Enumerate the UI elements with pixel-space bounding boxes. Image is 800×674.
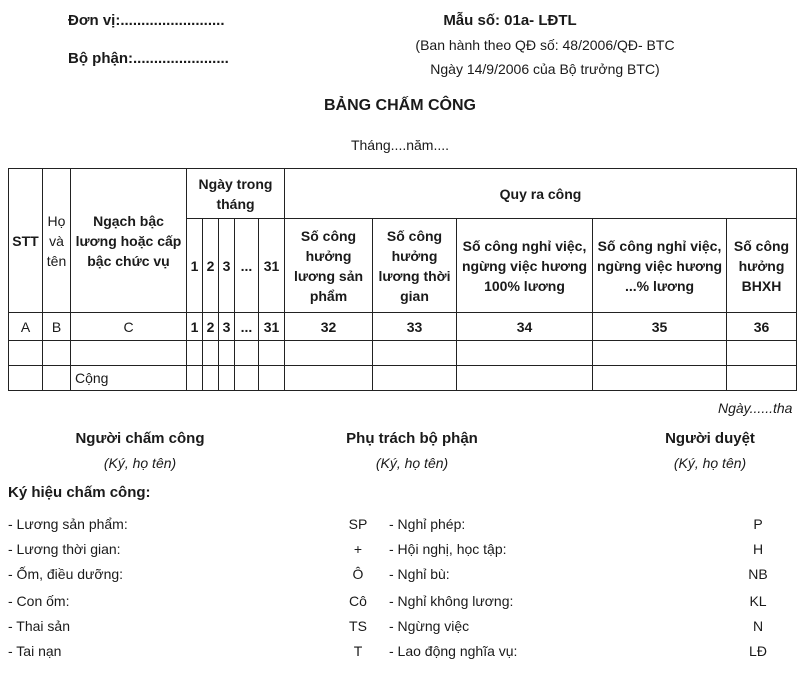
legend-code: H bbox=[752, 541, 764, 557]
total-row bbox=[9, 366, 797, 391]
legend-code: NB bbox=[748, 566, 768, 582]
form-code: Mẫu số: 01a- LĐTL bbox=[443, 12, 577, 29]
code-cell: B bbox=[43, 313, 71, 341]
legend-label: - Lương sản phẩm: bbox=[8, 516, 128, 532]
legend-code: P bbox=[753, 516, 763, 532]
code-cell: C bbox=[71, 313, 187, 341]
day-col-header: 31 bbox=[259, 219, 285, 313]
code-cell: ... bbox=[235, 313, 259, 341]
issued-date-line: Ngày 14/9/2006 của Bộ trưởng BTC) bbox=[430, 61, 660, 77]
code-cell: 31 bbox=[259, 313, 285, 341]
legend-label: - Thai sản bbox=[8, 618, 70, 634]
code-row bbox=[9, 313, 797, 341]
legend-code: LĐ bbox=[749, 643, 767, 659]
code-cell: 33 bbox=[373, 313, 457, 341]
unit-field: Đơn vị:......................... bbox=[68, 12, 225, 29]
legend-label: - Con ốm: bbox=[8, 593, 70, 609]
legend-label: - Lương thời gian: bbox=[8, 541, 121, 557]
signature-timekeeper-note: (Ký, họ tên) bbox=[103, 455, 177, 471]
legend-code: + bbox=[353, 541, 363, 557]
day-col-header: 1 bbox=[187, 219, 203, 313]
legend-title: Ký hiệu chấm công: bbox=[8, 484, 151, 501]
legend-code: N bbox=[752, 618, 764, 634]
total-label: Cộng bbox=[71, 366, 187, 391]
document-title: BẢNG CHẤM CÔNG bbox=[324, 97, 476, 114]
subcol-product-wage: Số công hưởng lương sản phẩm bbox=[285, 219, 373, 313]
code-cell: 2 bbox=[203, 313, 219, 341]
legend-code: TS bbox=[349, 618, 367, 634]
code-cell: A bbox=[9, 313, 43, 341]
document-period: Tháng....năm.... bbox=[350, 137, 450, 153]
signature-approver-title: Người duyệt bbox=[665, 430, 755, 447]
signature-dept-head-note: (Ký, họ tên) bbox=[375, 455, 449, 471]
code-cell: 34 bbox=[457, 313, 593, 341]
legend-code: SP bbox=[348, 516, 368, 532]
signature-timekeeper-title: Người chấm công bbox=[75, 430, 205, 447]
code-cell: 35 bbox=[593, 313, 727, 341]
subcol-leave-100: Số công nghỉ việc, ngừng việc hương 100% lương bbox=[457, 219, 593, 313]
header-quy-ra-cong: Quy ra công bbox=[285, 169, 797, 219]
code-cell: 32 bbox=[285, 313, 373, 341]
legend-label: - Ốm, điều dưỡng: bbox=[8, 566, 124, 582]
code-cell: 3 bbox=[219, 313, 235, 341]
day-col-header: 2 bbox=[203, 219, 219, 313]
header-days: Ngày trong tháng bbox=[187, 169, 285, 219]
code-cell: 1 bbox=[187, 313, 203, 341]
legend-label: - Ngừng việc bbox=[389, 618, 470, 634]
code-cell: 36 bbox=[727, 313, 797, 341]
legend-label: - Hội nghị, học tập: bbox=[389, 541, 507, 557]
header-stt: STT bbox=[9, 169, 43, 313]
signature-approver-note: (Ký, họ tên) bbox=[673, 455, 747, 471]
subcol-leave-partial: Số công nghỉ việc, ngừng việc hương ...% lương bbox=[593, 219, 727, 313]
legend-code: Ô bbox=[352, 566, 364, 582]
issued-by-line: (Ban hành theo QĐ số: 48/2006/QĐ- BTC bbox=[415, 37, 675, 53]
signature-dept-head-title: Phụ trách bộ phận bbox=[346, 430, 478, 447]
legend-label: - Nghỉ phép: bbox=[389, 516, 466, 532]
legend-code: T bbox=[353, 643, 363, 659]
header-grade: Ngạch bậc lương hoặc cấp bậc chức vụ bbox=[71, 169, 187, 313]
day-col-header: ... bbox=[235, 219, 259, 313]
legend-label: - Nghỉ không lương: bbox=[389, 593, 514, 609]
date-line: Ngày......tha bbox=[718, 400, 793, 416]
legend-label: - Nghỉ bù: bbox=[389, 566, 450, 582]
legend-label: - Tai nạn bbox=[8, 643, 62, 659]
table-row bbox=[9, 341, 797, 366]
header-name: Họ và tên bbox=[43, 169, 71, 313]
subcol-social-insurance: Số công hưởng BHXH bbox=[727, 219, 797, 313]
legend-code: KL bbox=[749, 593, 767, 609]
department-field: Bộ phận:....................... bbox=[68, 50, 229, 67]
day-col-header: 3 bbox=[219, 219, 235, 313]
legend-label: - Lao động nghĩa vụ: bbox=[389, 643, 518, 659]
subcol-time-wage: Số công hưởng lương thời gian bbox=[373, 219, 457, 313]
timesheet-table bbox=[8, 168, 797, 391]
legend-code: Cô bbox=[349, 593, 367, 609]
